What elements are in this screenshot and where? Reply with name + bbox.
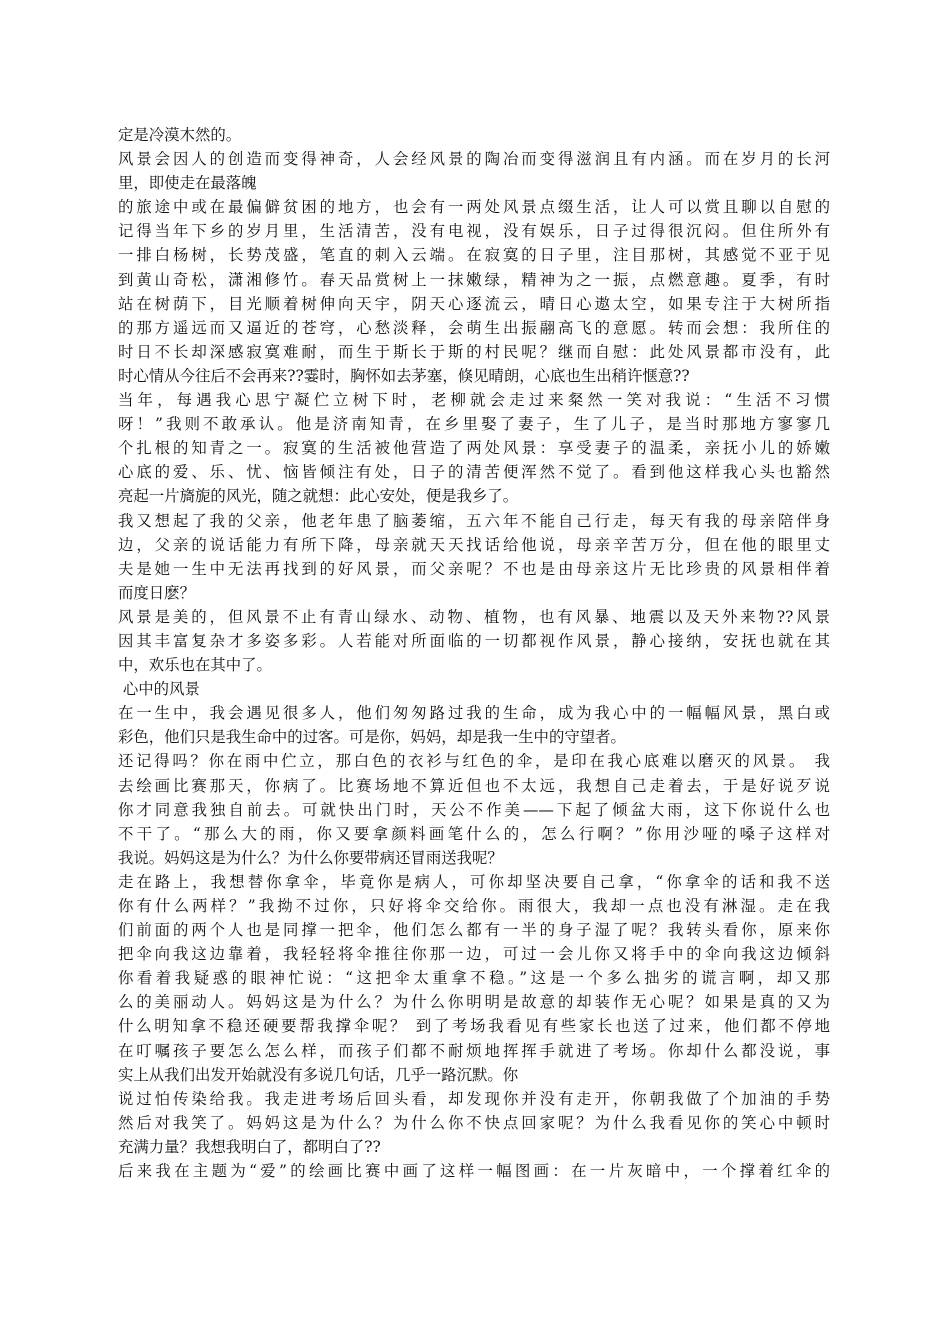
- text-line: 而度日麽？: [118, 583, 195, 602]
- text-line: 记得当年下乡的岁月里，生活清苦，没有电视，没有娱乐，日子过得很沉闷。但住所外有: [118, 222, 830, 241]
- text-line: 心底的爱、乐、忧、恼皆倾注有处，日子的清苦便浑然不觉了。看到他这样我心头也豁然: [118, 463, 830, 482]
- text-line: 们前面的两个人也是同撑一把伞，他们怎么都有一半的身子湿了呢？我转头看你，原来你: [118, 921, 830, 940]
- text-line: 我又想起了我的父亲，他老年患了脑萎缩，五六年不能自己行走，每天有我的母亲陪伴身: [118, 511, 830, 530]
- text-line: 充满力量？我想我明白了，都明白了??: [118, 1137, 381, 1156]
- text-line: 然后对我笑了。妈妈这是为什么？为什么你不快点回家呢？为什么我看见你的笑心中顿时: [118, 1113, 830, 1132]
- text-line: 实上从我们出发开始就没有多说几句话，几乎一路沉默。你: [118, 1065, 519, 1084]
- text-line: 走在路上，我想替你拿伞，毕竟你是病人，可你却坚决要自己拿，“你拿伞的话和我不送: [118, 872, 830, 891]
- text-line: 在叮嘱孩子要怎么怎么样，而孩子们都不耐烦地挥挥手就进了考场。你却什么都没说，事: [118, 1041, 830, 1060]
- text-line: 你有什么两样？”我拗不过你，只好将伞交给你。雨很大，我却一点也没有淋湿。走在我: [118, 897, 830, 915]
- text-line: 还记得吗？你在雨中伫立，那白色的衣衫与红色的伞，是印在我心底难以磨灭的风景。 我: [118, 752, 830, 771]
- text-line: 里，即使走在最落魄: [118, 174, 257, 193]
- text-line: 边，父亲的说话能力有所下降，母亲就天天找话给他说，母亲辛苦万分，但在他的眼里丈: [118, 535, 830, 554]
- text-line: 彩色，他们只是我生命中的过客。可是你，妈妈，却是我一生中的守望者。: [118, 728, 626, 747]
- text-line: 的旅途中或在最偏僻贫困的地方，也会有一两处风景点缀生活，让人可以赏且聊以自慰的: [118, 198, 830, 217]
- text-line: 说过怕传染给我。我走进考场后回头看，却发现你并没有走开，你朝我做了个加油的手势: [118, 1089, 830, 1108]
- text-line: 在一生中，我会遇见很多人，他们匆匆路过我的生命，成为我心中的一幅幅风景，黑白或: [118, 704, 830, 723]
- text-line: 你看着我疑惑的眼神忙说：“这把伞太重拿不稳。”这是一个多么拙劣的谎言啊，却又那: [118, 969, 830, 988]
- text-line: 心中的风景: [118, 680, 200, 699]
- text-line: 后来我在主题为“爱”的绘画比赛中画了这样一幅图画：在一片灰暗中，一个撑着红伞的: [118, 1162, 830, 1181]
- text-line: 你才同意我独自前去。可就快出门时，天公不作美——下起了倾盆大雨，这下你说什么也: [118, 800, 830, 819]
- text-line: 个扎根的知青之一。寂寞的生活被他营造了两处风景：享受妻子的温柔，亲抚小儿的娇嫩: [118, 439, 830, 458]
- text-line: 我说。妈妈这是为什么？为什么你要带病还冒雨送我呢？: [118, 848, 503, 867]
- text-body: [118, 123, 830, 1183]
- text-line: 时心情从今往后不会再来??霎时，胸怀如去茅塞，倏见晴朗，心底也生出稍许惬意??: [118, 366, 690, 385]
- text-line: 定是冷漠木然的。: [118, 126, 242, 144]
- text-line: 夫是她一生中无法再找到的好风景，而父亲呢？不也是由母亲这片无比珍贵的风景相伴着: [118, 559, 830, 578]
- text-line: 什么明知拿不稳还硬要帮我撑伞呢？ 到了考场我看见有些家长也送了过来，他们都不停地: [118, 1017, 830, 1036]
- text-line: 么的美丽动人。妈妈这是为什么？为什么你明明是故意的却装作无心呢？如果是真的又为: [118, 993, 830, 1012]
- text-line: 的那方遥远而又逼近的苍穹，心愁淡释，会萌生出振翮高飞的意愿。转而会想：我所住的: [118, 318, 830, 337]
- text-line: 风景是美的，但风景不止有青山绿水、动物、植物，也有风暴、地震以及天外来物??风景: [118, 607, 830, 626]
- text-line: 因其丰富复杂才多姿多彩。人若能对所面临的一切都视作风景，静心接纳，安抚也就在其: [118, 631, 830, 650]
- text-line: 不干了。“那么大的雨，你又要拿颜料画笔什么的，怎么行啊？”你用沙哑的嗓子这样对: [118, 824, 830, 843]
- text-line: 去绘画比赛那天，你病了。比赛场地不算近但也不太远，我想自己走着去，于是好说歹说: [118, 776, 830, 795]
- text-line: 亮起一片旖旎的风光，随之就想：此心安处，便是我乡了。: [118, 487, 519, 506]
- text-line: 到黄山奇松，潇湘修竹。春天品赏树上一抹嫩绿，精神为之一振，点燃意趣。夏季，有时: [118, 270, 830, 289]
- text-line: 时日不长却深感寂寞难耐，而生于斯长于斯的村民呢？继而自慰：此处风景都市没有，此: [118, 342, 830, 361]
- text-line: 当年，每遇我心思宁凝伫立树下时，老柳就会走过来粲然一笑对我说：“生活不习惯: [118, 391, 830, 410]
- text-line: 呀！”我则不敢承认。他是济南知青，在乡里娶了妻子，生了儿子，是当时那地方寥寥几: [118, 415, 830, 434]
- text-line: 站在树荫下，目光顺着树伸向天宇，阴天心逐流云，晴日心遨太空，如果专注于大树所指: [118, 294, 830, 313]
- text-line: 风景会因人的创造而变得神奇，人会经风景的陶冶而变得滋润且有内涵。而在岁月的长河: [118, 150, 830, 169]
- text-line: 把伞向我这边靠着，我轻轻将伞推往你那一边，可过一会儿你又将手中的伞向我这边倾斜: [118, 945, 830, 964]
- text-line: 中，欢乐也在其中了。: [118, 656, 272, 675]
- text-line: 一排白杨树，长势茂盛，笔直的刺入云端。在寂寞的日子里，注目那树，其感觉不亚于见: [118, 246, 830, 265]
